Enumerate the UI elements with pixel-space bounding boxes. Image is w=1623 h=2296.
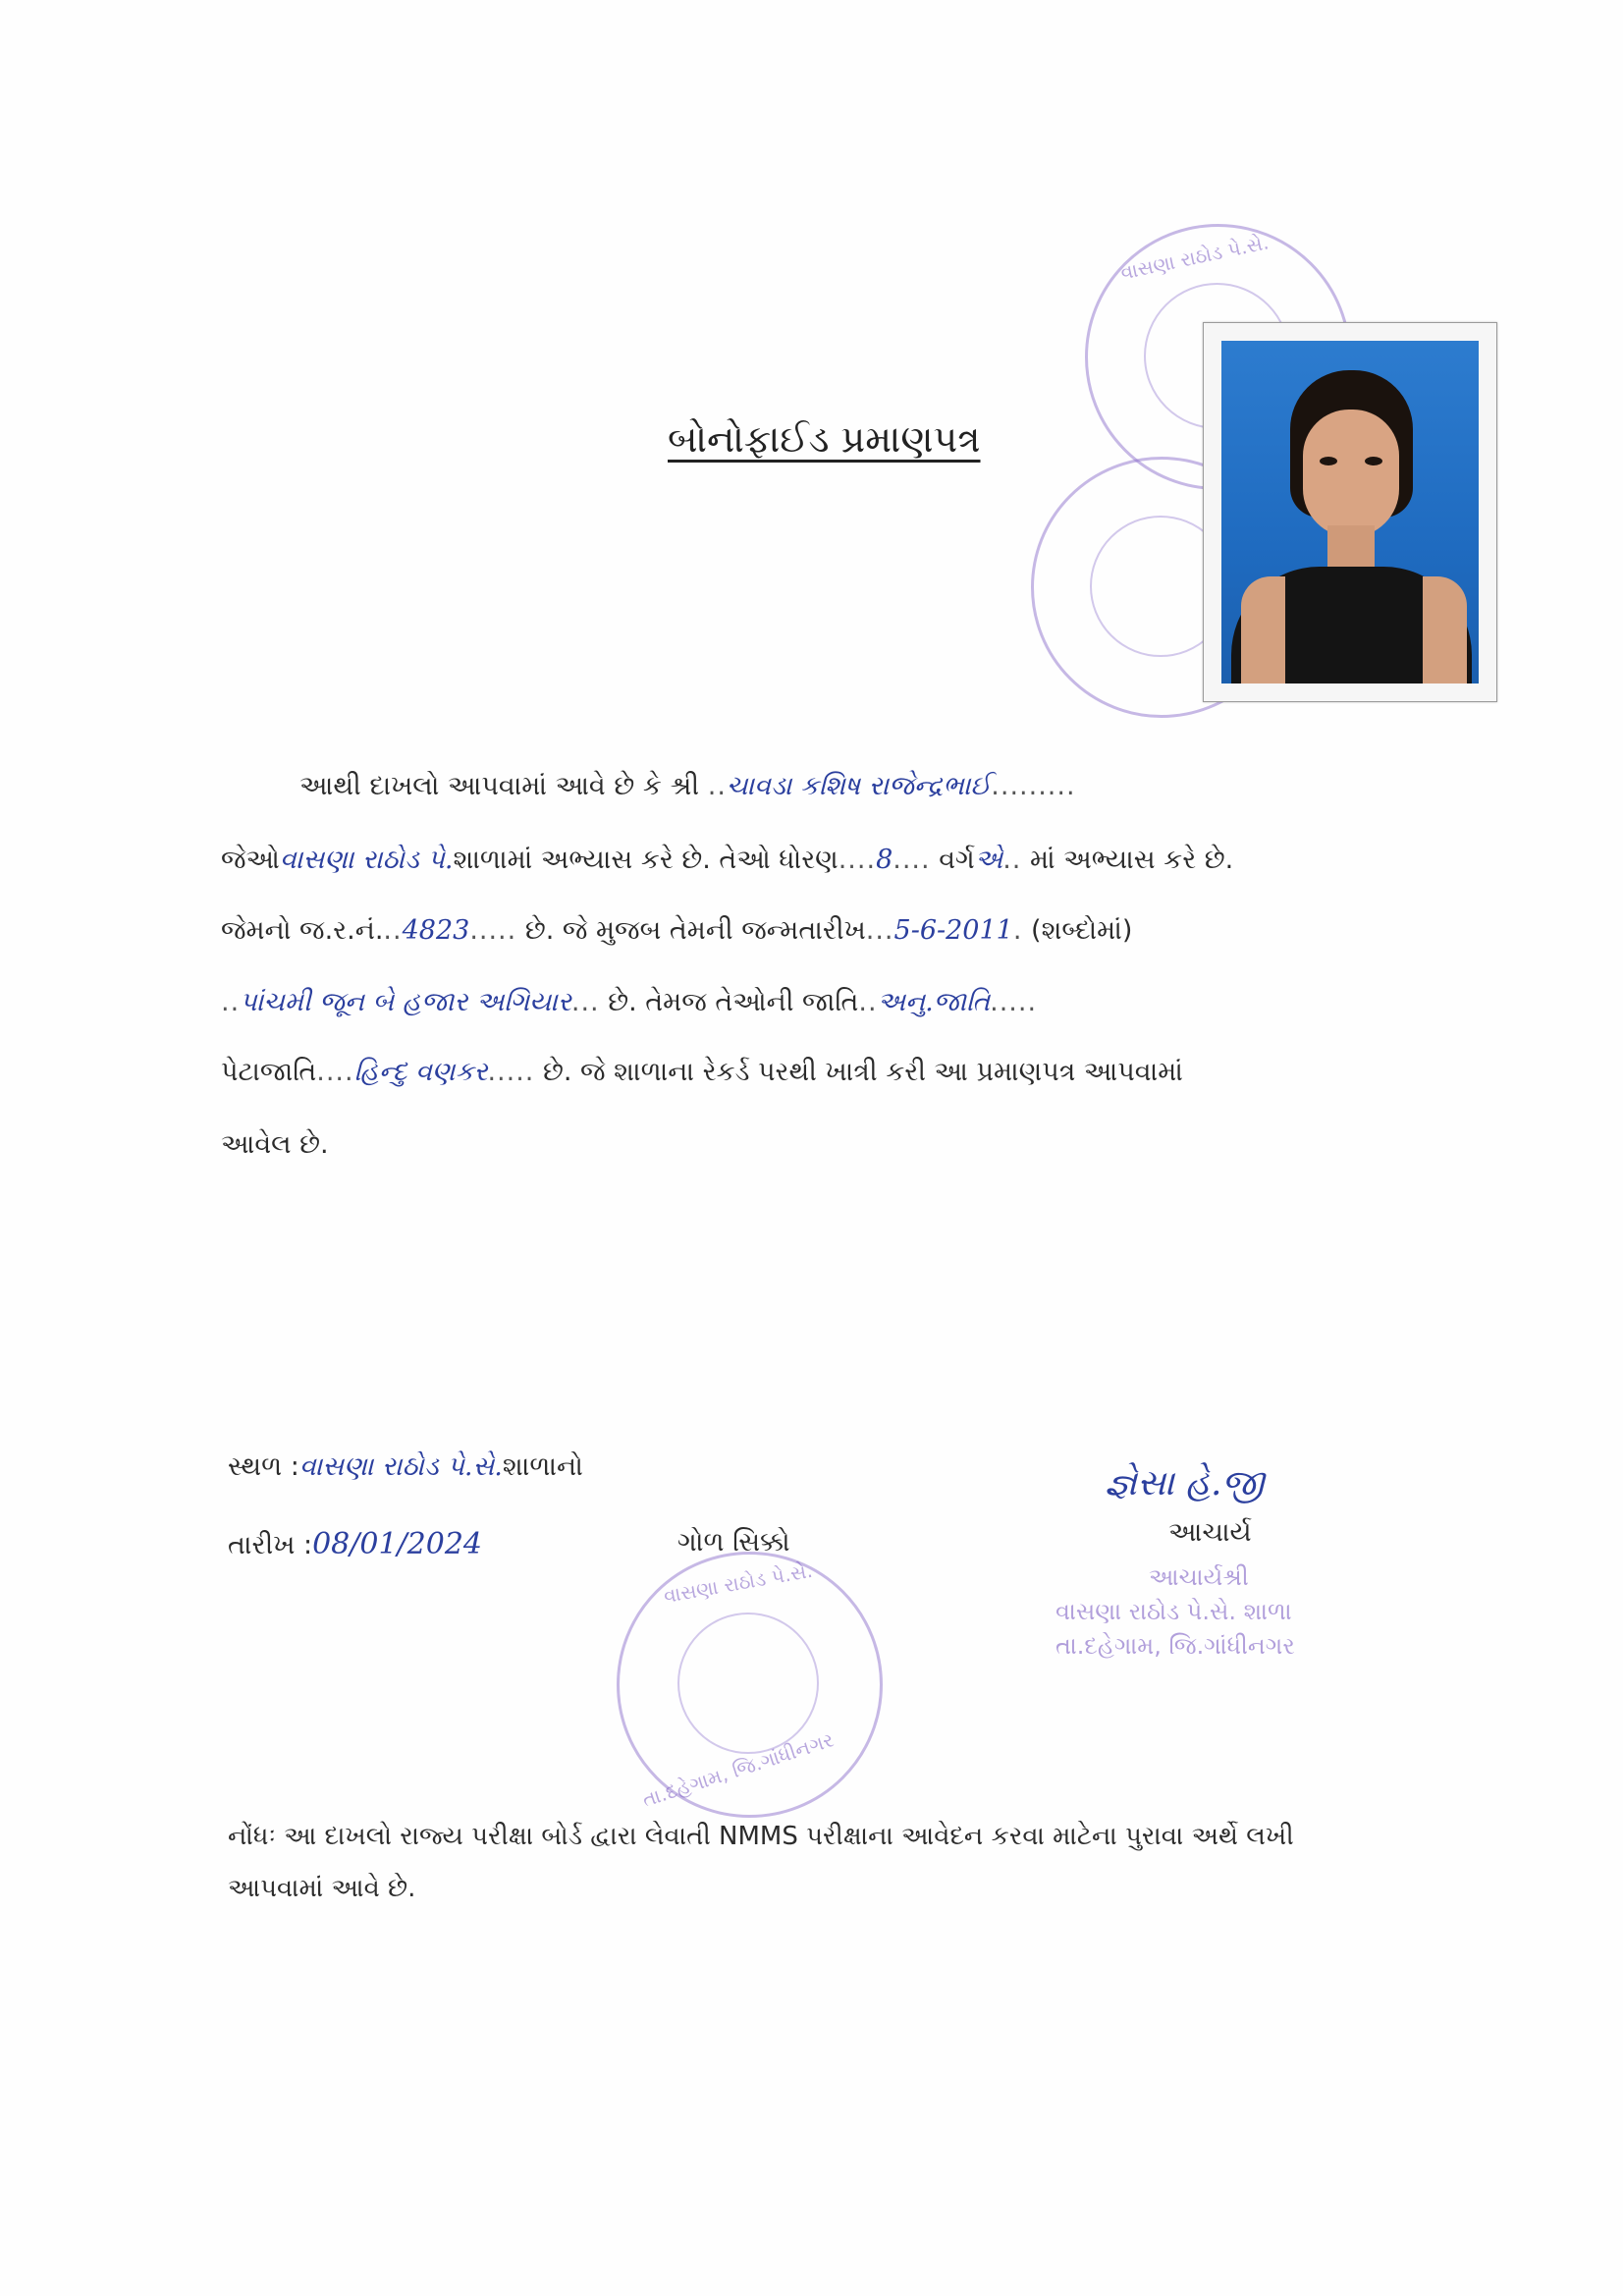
photo-shoulder-left [1241,576,1285,683]
dots: ... [865,915,894,946]
dots: . [1012,915,1023,946]
dots: ..... [487,1057,535,1087]
gr-number-field: 4823 [402,915,470,946]
body-line-2 [221,845,1233,876]
dots: ... [570,987,600,1017]
standard-field: 8 [876,845,893,875]
body-line-3 [221,915,1132,947]
student-photo [1203,322,1497,702]
date-line [228,1527,482,1561]
school-seal-bottom-bottom-text: તા.દહેગામ, જિ.ગાંધીનગર [639,1727,837,1812]
dots: .. [1002,845,1022,875]
place-field: વાસણા રાઠોડ પે.સે. [298,1451,503,1482]
dots: .... [893,845,931,875]
dots: .. [707,771,727,801]
school-seal-bottom-inner [677,1613,819,1754]
photo-eye-right [1365,457,1382,465]
line3-prefix: જેમનો જ.ર.નં. [221,915,384,946]
seal-label: ગોળ સિક્કો [677,1527,790,1558]
date-label: તારીખ : [228,1530,313,1560]
line3-suffix: (શબ્દોમાં) [1031,915,1133,946]
principal-stamp-line-1: આચાર્યશ્રી [1149,1563,1249,1591]
dots: .. [221,987,241,1017]
body-line-1 [299,771,1076,802]
school-name-field: વાસણા રાઠોડ પે. [279,845,454,875]
principal-stamp-line-3: તા.દહેગામ, જિ.ગાંધીનગર [1055,1632,1295,1660]
photo-face [1303,410,1399,537]
dob-field: 5-6-2011 [893,915,1013,946]
certificate-title: બોનોફાઈડ પ્રમાણપત્ર [668,417,981,461]
line5-suffix: છે. જે શાળાના રેકર્ડ પરથી ખાત્રી કરી આ પ્રમાણપત્ર આપવામાં [542,1057,1183,1087]
body-line-6: આવેલ છે. [221,1129,329,1160]
place-label: સ્થળ : [228,1451,299,1482]
principal-signature: જ્ઞેસા હે.જી [1105,1463,1265,1503]
dots: ..... [469,915,517,946]
school-seal-top-text: વાસણા રાઠોડ પે.સે. [1118,230,1271,285]
line4-mid: છે. તેમજ તેઓની જાતિ [608,987,859,1017]
line1-prefix: આથી દાખલો આપવામાં આવે છે કે શ્રી [299,771,700,801]
line2-prefix: જેઓ [221,845,280,875]
principal-stamp-line-2: વાસણા રાઠોડ પે.સે. શાળા [1055,1598,1292,1625]
date-field: 08/01/2024 [312,1527,482,1561]
line5-prefix: પેટાજાતિ [221,1057,317,1087]
principal-label: આચાર્ય [1168,1517,1252,1548]
dots: .. [383,915,403,946]
body-line-4 [221,987,1037,1018]
note-line-2: આપવામાં આવે છે. [228,1874,416,1903]
note-line-1: નોંધઃ આ દાખલો રાજ્ય પરીક્ષા બોર્ડ દ્વારા લેવાતી NMMS પરીક્ષાના આવેદન કરવા માટેના પુરાવા અર્થે લખી [228,1822,1294,1851]
photo-eye-left [1320,457,1337,465]
dob-words-field: પાંચમી જૂન બે હજાર અગિયાર [240,987,571,1017]
place-suffix: શાળાનો [502,1451,583,1482]
line2-suffix: માં અભ્યાસ કરે છે. [1029,845,1234,875]
subcaste-field: હિન્દુ વણકર [353,1057,488,1087]
dots: ..... [990,987,1038,1017]
line2-class-label: વર્ગ [939,845,975,875]
place-line [228,1451,583,1483]
dots: ......... [991,771,1076,801]
student-name-field: ચાવડા કશિષ રાજેન્દ્રભાઈ [726,771,992,801]
body-line-5 [221,1057,1183,1088]
division-field: એ [974,845,1003,875]
photo-background [1221,341,1479,683]
line3-mid: છે. જે મુજબ તેમની જન્મતારીખ [524,915,866,946]
caste-field: અનુ.જાતિ [877,987,991,1017]
dots: .... [316,1057,354,1087]
dots: .. [858,987,878,1017]
dots: .... [838,845,877,875]
school-seal-bottom-top-text: વાસણા રાઠોડ પે.સે. [662,1558,815,1609]
photo-shoulder-right [1423,576,1467,683]
line2-mid: શાળામાં અભ્યાસ કરે છે. તેઓ ધોરણ [453,845,839,875]
